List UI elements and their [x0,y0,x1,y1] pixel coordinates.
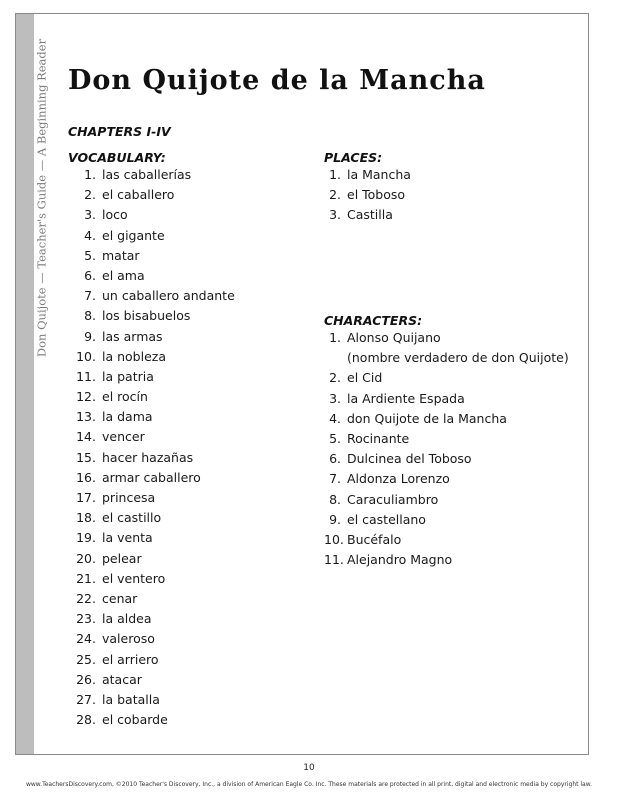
item-text: Caraculiambro [347,491,439,507]
characters-heading: CHARACTERS: [324,313,423,328]
item-text: el rocín [102,389,148,405]
list-item [72,387,235,407]
list-item [72,286,235,306]
list-item [324,348,569,368]
list-item [324,165,411,185]
list-item [72,589,235,609]
item-number: 8. [329,491,341,507]
item-text: el ventero [102,570,166,586]
item-number: 2. [329,187,341,203]
item-text: el arriero [102,651,159,667]
item-number: 14. [76,429,96,445]
item-text: el castillo [102,510,162,526]
item-number: 1. [329,167,341,182]
list-item [72,246,235,266]
item-number: 7. [329,471,341,487]
list-item [324,449,569,469]
list-item [72,306,235,326]
item-text: el ama [102,267,145,283]
item-number: 26. [76,671,96,687]
item-number: 15. [76,449,96,465]
item-text: Dulcinea del Toboso [347,451,472,467]
item-number: 3. [329,390,341,406]
item-number: 4. [329,410,341,426]
list-item [72,185,235,205]
item-number: 23. [76,611,96,627]
item-text: la aldea [102,611,152,627]
item-text: el Toboso [347,187,406,203]
item-number: 27. [76,691,96,707]
item-number: 17. [76,490,96,505]
item-text: armar caballero [102,469,201,485]
item-number: 10. [324,531,344,547]
page-title: Don Quijote de la Mancha [68,65,486,96]
item-text: el Cid [347,370,383,386]
item-text: la dama [102,409,153,425]
item-text: atacar [102,671,142,687]
item-number: 3. [84,207,96,223]
places-list [324,165,411,226]
item-text: el caballero [102,187,175,203]
list-item [72,226,235,246]
item-text: loco [102,207,128,223]
item-text: la batalla [102,691,160,707]
places-heading: PLACES: [324,150,383,165]
item-text: Bucéfalo [347,531,402,547]
item-number: 7. [84,288,96,304]
chapters-heading: CHAPTERS I-IV [68,124,171,139]
list-item [72,266,235,286]
vocabulary-list [72,165,235,730]
item-text: el castellano [347,511,426,527]
item-text: hacer hazañas [102,449,194,465]
item-number: 1. [329,330,341,345]
item-number: 3. [329,207,341,223]
item-number: 8. [84,308,96,324]
item-text: Castilla [347,207,393,223]
list-item [72,488,235,508]
item-number: 11. [324,552,344,568]
list-item [72,508,235,528]
item-number: 5. [84,247,96,263]
item-text: Aldonza Lorenzo [347,471,450,487]
item-number: 5. [329,430,341,446]
list-item [324,185,411,205]
vocabulary-heading: VOCABULARY: [68,150,166,165]
item-text: el cobarde [102,712,168,728]
item-number: 2. [329,370,341,386]
list-item [72,427,235,447]
list-item [72,367,235,387]
item-text: las caballerías [102,167,192,182]
item-number: 13. [76,409,96,425]
list-item [324,429,569,449]
item-number: 4. [84,227,96,243]
list-item [324,389,569,409]
item-text: cenar [102,590,138,606]
item-number: 19. [76,530,96,546]
item-number: 20. [76,550,96,566]
item-text: vencer [102,429,145,445]
item-text: Alonso Quijano [347,330,441,345]
item-text: valeroso [102,631,155,647]
item-text: la Mancha [347,167,411,182]
item-text: princesa [102,490,156,505]
item-text: don Quijote de la Mancha [347,410,507,426]
list-item [72,710,235,730]
item-number: 2. [84,187,96,203]
list-item [72,165,235,185]
list-item [72,528,235,548]
item-number: 9. [84,328,96,344]
item-text: (nombre verdadero de don Quijote) [347,350,569,366]
copyright-footer: www.TeachersDiscovery.com, ©2010 Teacher's Discovery, Inc., a division of American Eagle Co. Inc. These materials are protected in all print, digital and electronic media by copyright law. [25,781,592,788]
item-text: Alejandro Magno [347,552,453,568]
list-item [72,670,235,690]
item-text: la patria [102,368,154,384]
item-number: 22. [76,590,96,606]
item-number: 16. [76,469,96,485]
list-item [324,409,569,429]
item-text: los bisabuelos [102,308,191,324]
list-item [324,490,569,510]
page-number: 10 [303,763,315,773]
list-item [324,510,569,530]
list-item [72,407,235,427]
item-number: 10. [76,348,96,364]
item-text: pelear [102,550,142,566]
item-text: las armas [102,328,163,344]
item-text: la Ardiente Espada [347,390,465,406]
list-item [72,327,235,347]
list-item [324,550,569,570]
list-item [324,205,411,225]
list-item [72,205,235,225]
item-number: 11. [76,368,96,384]
list-item [324,328,569,348]
item-number: 6. [84,267,96,283]
item-text: Rocinante [347,430,410,446]
item-number: 12. [76,389,96,405]
item-number: 6. [329,451,341,467]
item-text: un caballero andante [102,288,235,304]
side-title [17,24,65,359]
list-item [324,368,569,388]
list-item [72,347,235,367]
item-number: 21. [76,570,96,586]
side-title-text: Don Quijote — Teacher's Guide — A Beginning Reader [34,38,49,358]
list-item [72,650,235,670]
list-item [324,530,569,550]
item-text: la venta [102,530,153,546]
item-number: 18. [76,510,96,526]
list-item [72,569,235,589]
list-item [72,448,235,468]
item-number: 9. [329,511,341,527]
list-item [72,609,235,629]
item-text: matar [102,247,140,263]
list-item [72,549,235,569]
item-number: 28. [76,712,96,728]
list-item [72,690,235,710]
item-number: 24. [76,631,96,647]
list-item [72,629,235,649]
item-number: 25. [76,651,96,667]
item-text: la nobleza [102,348,166,364]
list-item [324,469,569,489]
item-number: 1. [84,167,96,182]
item-text: el gigante [102,227,165,243]
list-item [72,468,235,488]
characters-list [324,328,569,570]
